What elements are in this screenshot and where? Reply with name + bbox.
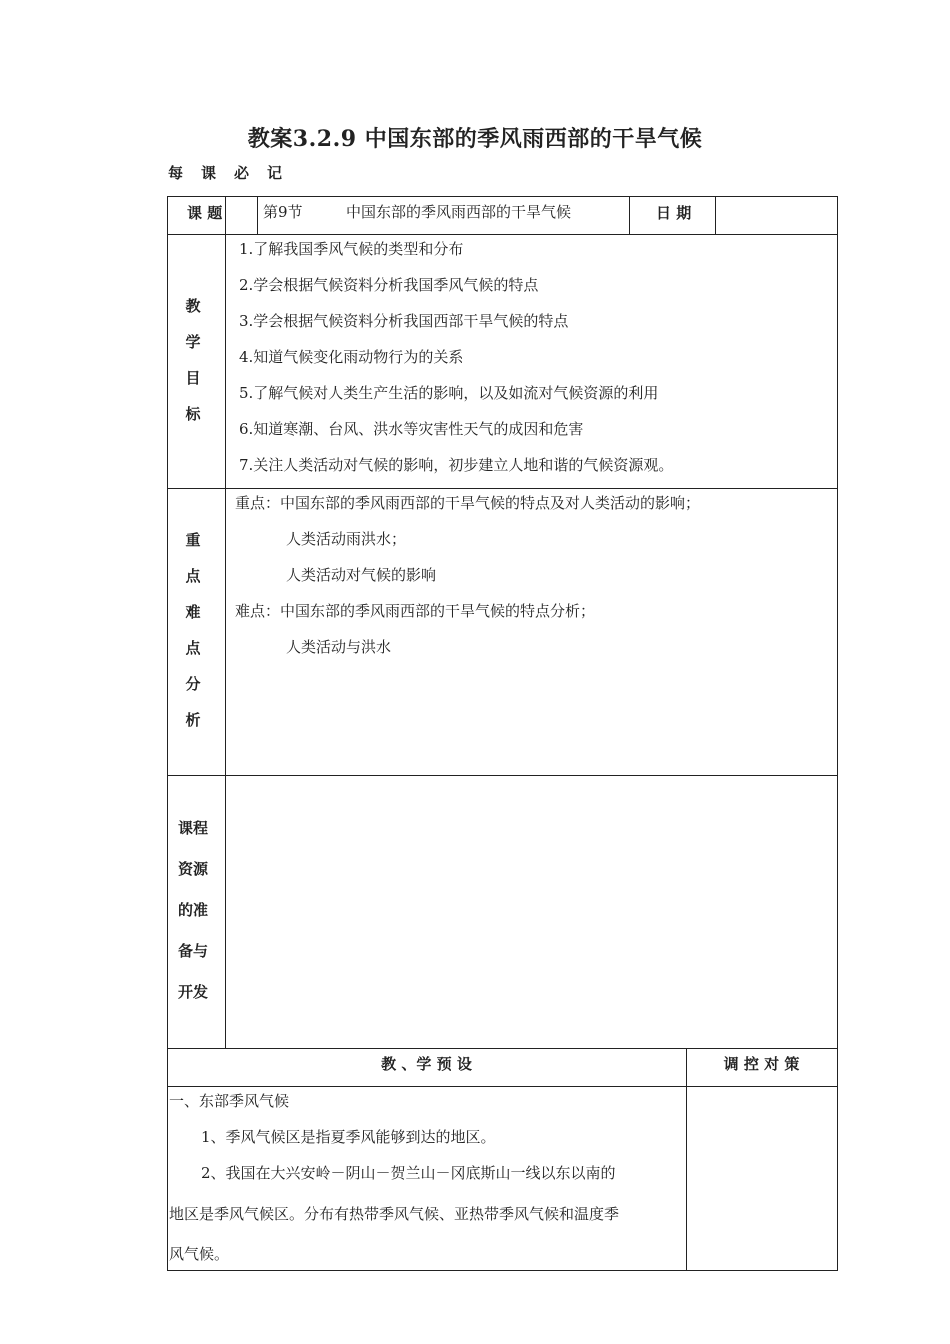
objectives-label: 教 学 目 标 [185,297,201,423]
table-line [167,196,838,197]
objective-item: 7.关注人类活动对气候的影响，初步建立人地和谐的气候资源观。 [239,456,674,474]
topic-label: 课 题 [187,204,223,222]
table-line [629,196,630,234]
key-point-line: 难点：中国东部的季风雨西部的干旱气候的特点分析； [235,602,596,620]
objective-item: 2.学会根据气候资料分析我国季风气候的特点 [239,276,539,294]
objective-item: 5.了解气候对人类生产生活的影响，以及如流对气候资源的利用 [239,384,659,402]
teaching-line: 一、东部季风气候 [169,1092,290,1110]
topic-text: 中国东部的季风雨西部的干旱气候 [346,203,572,221]
teaching-line: 地区是季风气候区。分布有热带季风气候、亚热带季风气候和温度季 [169,1205,620,1223]
objective-item: 1.了解我国季风气候的类型和分布 [239,240,464,258]
teaching-line: 1、季风气候区是指夏季风能够到达的地区。 [201,1128,496,1146]
table-line [167,1086,838,1087]
table-line [167,775,838,776]
table-line [167,1048,838,1049]
strategy-header: 调 控 对 策 [723,1055,800,1073]
table-line [167,196,168,1270]
teaching-header: 教 、学 预 设 [381,1055,472,1073]
teaching-line: 2、我国在大兴安岭－阴山－贺兰山－冈底斯山一线以东以南的 [201,1164,616,1182]
table-line [225,196,226,1048]
resources-label: 课程 资源 的准 备与 开发 [177,819,208,1001]
objective-item: 6.知道寒潮、台风、洪水等灾害性天气的成因和危害 [239,420,584,438]
table-line [257,196,258,234]
table-line [686,1048,687,1270]
date-label: 日 期 [656,204,692,222]
table-line [167,1270,838,1271]
key-point-line: 重点：中国东部的季风雨西部的干旱气候的特点及对人类活动的影响； [235,494,701,512]
key-points-label: 重 点 难 点 分 析 [185,531,201,729]
table-line [837,196,838,1270]
table-line [167,234,838,235]
objective-item: 4.知道气候变化雨动物行为的关系 [239,348,464,366]
objective-item: 3.学会根据气候资料分析我国西部干旱气候的特点 [239,312,569,330]
key-point-line: 人类活动对气候的影响 [286,566,437,584]
key-point-line: 人类活动雨洪水； [286,530,407,548]
header-note: 每课必记 [168,164,301,182]
key-point-line: 人类活动与洪水 [286,638,392,656]
document-title: 教案3.2.9 中国东部的季风雨西部的干旱气候 [247,126,703,152]
teaching-line: 风气候。 [169,1245,230,1263]
table-line [167,488,838,489]
section-number: 第9节 [263,203,303,221]
table-line [715,196,716,234]
